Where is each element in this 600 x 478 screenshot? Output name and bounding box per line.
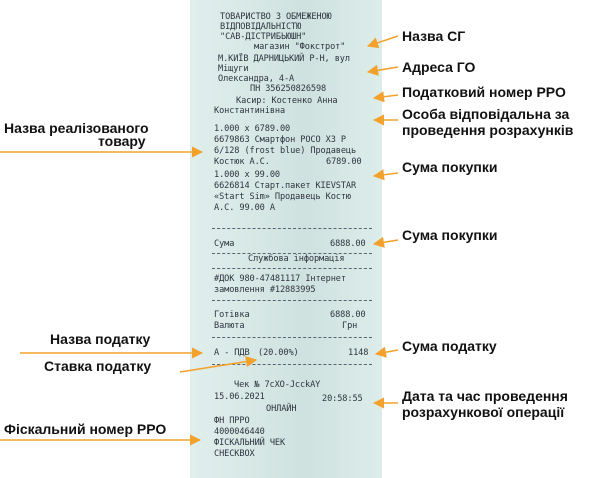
receipt-line: ТОВАРИСТВО З ОБМЕЖЕНОЮ — [220, 12, 332, 22]
label-responsible-person-line2: проведення розрахунків — [402, 122, 574, 138]
receipt-line: Костюк А.С. — [214, 157, 270, 167]
receipt-line: 6679863 Смартфон POCO X3 P — [214, 135, 346, 145]
receipt-line: ОНЛАЙН — [266, 404, 297, 414]
receipt-line: ПН 356250826598 — [250, 84, 327, 94]
receipt-line: ВІДПОВІДАЛЬНІСТЮ — [220, 22, 302, 32]
label-date-time-line2: розрахункової операції — [402, 404, 565, 420]
receipt-line: 6888.00 — [330, 310, 366, 320]
arrow-tax-rate — [180, 360, 256, 372]
arrow-purchase-sum-2 — [374, 240, 398, 244]
receipt-line: Готівка — [214, 310, 250, 320]
label-tax-rate: Ставка податку — [44, 358, 152, 374]
label-tax-number: Податковий номер РРО — [402, 84, 566, 100]
arrow-tax-sum — [376, 350, 398, 354]
receipt-line: CHECKBOX — [214, 449, 255, 459]
receipt-line: Чек № 7cXO-JcckAY — [234, 380, 321, 390]
receipt-line: Валюта — [214, 321, 245, 331]
label-purchase-sum-1: Сума покупки — [402, 159, 498, 175]
arrow-address — [368, 67, 398, 72]
label-product-name-line1: Назва реалізованого — [4, 120, 149, 136]
label-product-name-line2: товару — [98, 133, 146, 149]
receipt-line: ФН ПРРО — [214, 416, 250, 426]
receipt-line: 15.06.2021 — [214, 392, 265, 402]
receipt-line: 1.000 x 99.00 — [214, 170, 280, 180]
receipt-line: #ДОК 980-47481117 Інтернет — [214, 274, 346, 284]
receipt-line: 4000046440 — [214, 427, 265, 437]
arrow-purchase-sum-1 — [374, 173, 398, 176]
label-address: Адреса ГО — [402, 59, 476, 75]
receipt-line: 6888.00 — [330, 239, 366, 249]
receipt-line: 6626814 Старт.пакет KIEVSTAR — [214, 181, 357, 191]
receipt-line: 1.000 x 6789.00 — [214, 124, 291, 134]
label-tax-sum: Сума податку — [402, 338, 497, 354]
arrow-sg-name — [368, 36, 398, 46]
receipt-line: 1148 — [348, 348, 369, 358]
receipt-line: Касир: Костенко Анна — [236, 96, 338, 106]
label-purchase-sum-2: Сума покупки — [402, 227, 498, 243]
arrow-tax-number — [374, 95, 398, 98]
receipt-line: 6/128 (frost blue) Продавець — [214, 146, 357, 156]
receipt-line: ФІСКАЛЬНИЙ ЧЕК — [214, 438, 286, 448]
receipt-line: Олександра, 4-А — [218, 74, 295, 84]
receipt-line: "САВ-ДІСТРИБЬЮШН" — [220, 32, 307, 42]
receipt-line: Службова інформація — [248, 254, 345, 264]
label-responsible-person-line1: Особа відповідальна за — [402, 106, 570, 122]
receipt-line: Міщуги — [218, 64, 249, 74]
receipt-line: А.С. 99.00 А — [214, 203, 275, 213]
label-date-time-line1: Дата та час проведення — [402, 388, 568, 404]
receipt-line: Сума — [214, 239, 235, 249]
receipt-line: 6789.00 — [326, 157, 362, 167]
receipt-line: магазин "Фокстрот" — [254, 42, 346, 52]
receipt-line: «Start Sim» Продавець Костю — [214, 192, 351, 202]
receipt-line: А - ПДВ — [214, 348, 250, 358]
receipt-line: М.КИЇВ ДАРНИЦЬКИЙ Р-Н, вул — [218, 54, 350, 64]
receipt-line: 20:58:55 — [322, 394, 363, 404]
label-fiscal-number: Фіскальний номер РРО — [4, 421, 167, 437]
label-sg-name: Назва СГ — [402, 28, 466, 44]
receipt-line: замовлення #12883995 — [214, 285, 316, 295]
label-tax-name: Назва податку — [50, 331, 151, 347]
receipt-line: Грн — [342, 321, 358, 331]
receipt-line: Константинівна — [214, 106, 286, 116]
receipt-line: (20.00%) — [258, 348, 299, 358]
